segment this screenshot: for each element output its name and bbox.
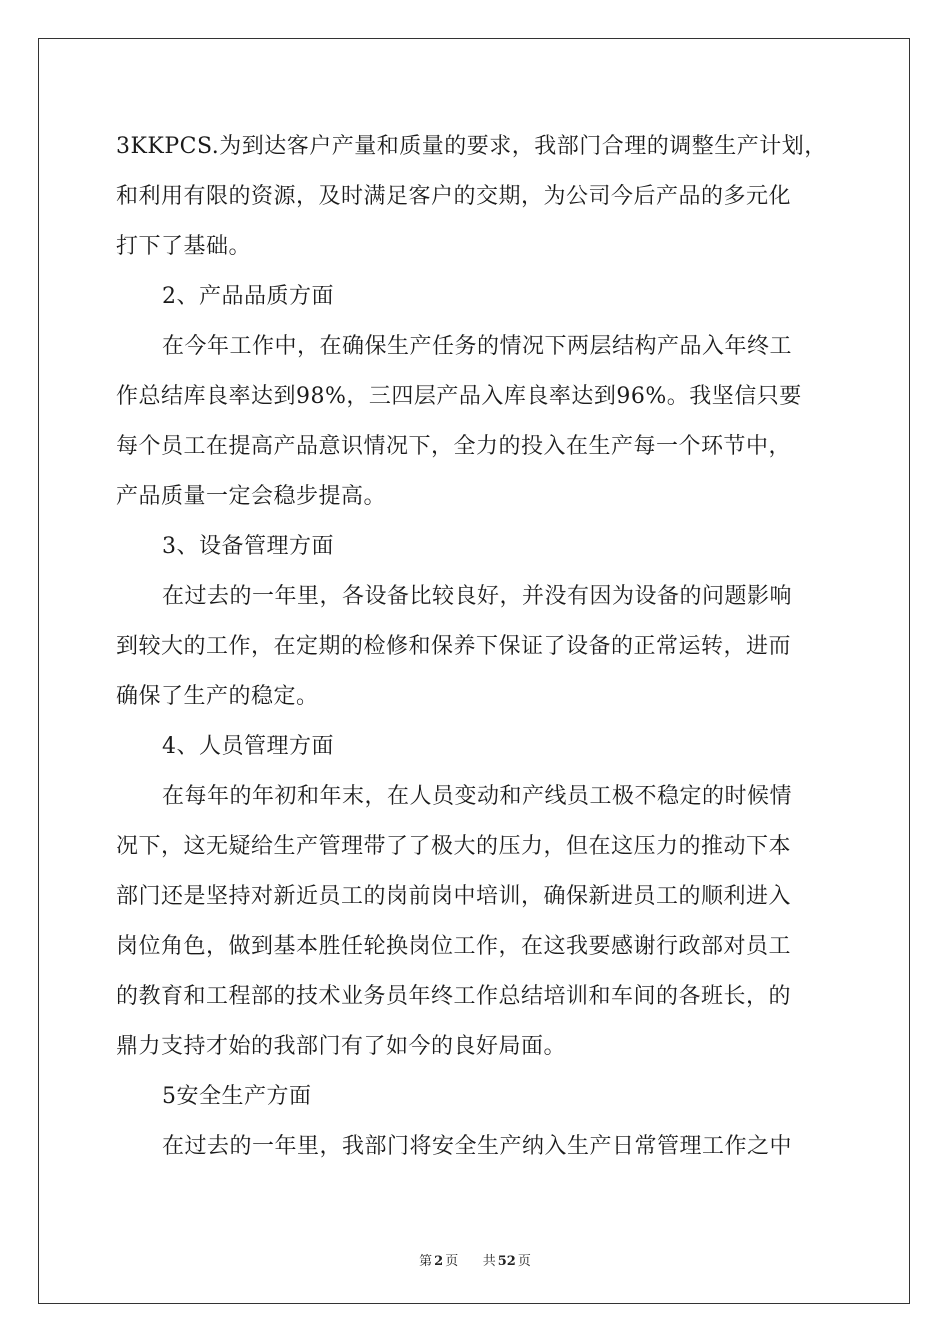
text-line: 每个员工在提高产品意识情况下，全力的投入在生产每一个环节中， bbox=[116, 434, 792, 459]
page-prefix: 第 bbox=[419, 1254, 433, 1269]
text-line: 在今年工作中，在确保生产任务的情况下两层结构产品入年终工 bbox=[162, 334, 793, 359]
total-prefix: 共 bbox=[482, 1254, 496, 1269]
page-number: 2 bbox=[434, 1254, 444, 1269]
text-line: 4、人员管理方面 bbox=[162, 734, 334, 759]
text-line: 部门还是坚持对新近员工的岗前岗中培训，确保新进员工的顺利进入 bbox=[116, 884, 792, 909]
text-line: 在每年的年初和年末，在人员变动和产线员工极不稳定的时候情 bbox=[162, 784, 793, 809]
total-pages: 52 bbox=[497, 1254, 516, 1269]
text-line: 岗位角色，做到基本胜任轮换岗位工作，在这我要感谢行政部对员工 bbox=[116, 934, 792, 959]
text-line: 3KKPCS.为到达客户产量和质量的要求，我部门合理的调整生产计划， bbox=[116, 134, 827, 159]
page-suffix: 页 bbox=[445, 1254, 459, 1269]
total-indicator bbox=[481, 1254, 533, 1269]
text-line: 况下，这无疑给生产管理带了了极大的压力，但在这压力的推动下本 bbox=[116, 834, 792, 859]
text-line: 鼎力支持才始的我部门有了如今的良好局面。 bbox=[116, 1034, 567, 1059]
text-line: 2、产品品质方面 bbox=[162, 284, 334, 309]
text-line: 5安全生产方面 bbox=[162, 1084, 312, 1109]
text-line: 3、设备管理方面 bbox=[162, 534, 334, 559]
text-line: 确保了生产的稳定。 bbox=[116, 684, 319, 709]
text-line: 到较大的工作，在定期的检修和保养下保证了设备的正常运转，进而 bbox=[116, 634, 792, 659]
text-line: 在过去的一年里，我部门将安全生产纳入生产日常管理工作之中 bbox=[162, 1134, 793, 1159]
page-indicator bbox=[417, 1254, 460, 1269]
total-suffix: 页 bbox=[517, 1254, 531, 1269]
text-line: 和利用有限的资源，及时满足客户的交期，为公司今后产品的多元化 bbox=[116, 184, 792, 209]
text-line: 打下了基础。 bbox=[116, 234, 252, 259]
page-footer bbox=[0, 1250, 950, 1269]
text-line: 作总结库良率达到98%，三四层产品入库良率达到96%。我坚信只要 bbox=[116, 384, 802, 409]
text-line: 产品质量一定会稳步提高。 bbox=[116, 484, 387, 509]
text-line: 在过去的一年里，各设备比较良好，并没有因为设备的问题影响 bbox=[162, 584, 793, 609]
document-body bbox=[116, 122, 836, 1172]
text-line: 的教育和工程部的技术业务员年终工作总结培训和车间的各班长，的 bbox=[116, 984, 792, 1009]
